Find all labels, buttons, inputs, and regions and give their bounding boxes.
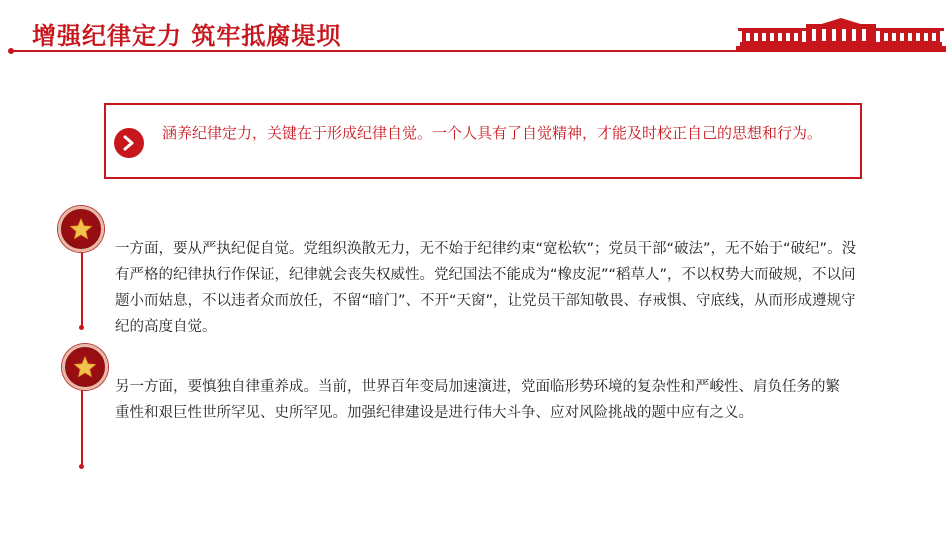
timeline-line	[81, 245, 83, 327]
point-text: 一方面，要从严执纪促自觉。党组织涣散无力，无不始于纪律约束“宽松软”；党员干部“破法”，无不始于“破纪”。没有严格的纪律执行作保证，纪律就会丧失权威性。党纪国法不能成为“橡皮泥”“稻草人”，不以权势大而破规，不以问题小而姑息，不以违者众而放任，不留“暗门”、不开“天窗”，让党员干部知敬畏、存戒惧、守底线，从而形成遵规守纪的高度自觉。	[115, 241, 857, 335]
intro-text: 涵养纪律定力，关键在于形成纪律自觉。一个人具有了自觉精神，才能及时校正自己的思想和行为。	[162, 124, 823, 142]
timeline-line	[81, 384, 83, 466]
chevron-right-icon	[114, 128, 144, 158]
point-badge	[58, 206, 104, 252]
building-icon	[736, 18, 946, 52]
star-icon	[69, 217, 93, 241]
header-divider	[10, 50, 945, 52]
timeline-dot	[79, 464, 84, 469]
timeline-dot	[79, 325, 84, 330]
point-text: 另一方面，要慎独自律重养成。当前，世界百年变局加速演进，党面临形势环境的复杂性和严峻性、肩负任务的繁重性和艰巨性世所罕见、史所罕见。加强纪律建设是进行伟大斗争、应对风险挑战的题中应有之义。	[115, 379, 840, 421]
page-title: 增强纪律定力 筑牢抵腐堤坝	[32, 22, 342, 50]
star-icon	[73, 355, 97, 379]
point-badge	[62, 344, 108, 390]
